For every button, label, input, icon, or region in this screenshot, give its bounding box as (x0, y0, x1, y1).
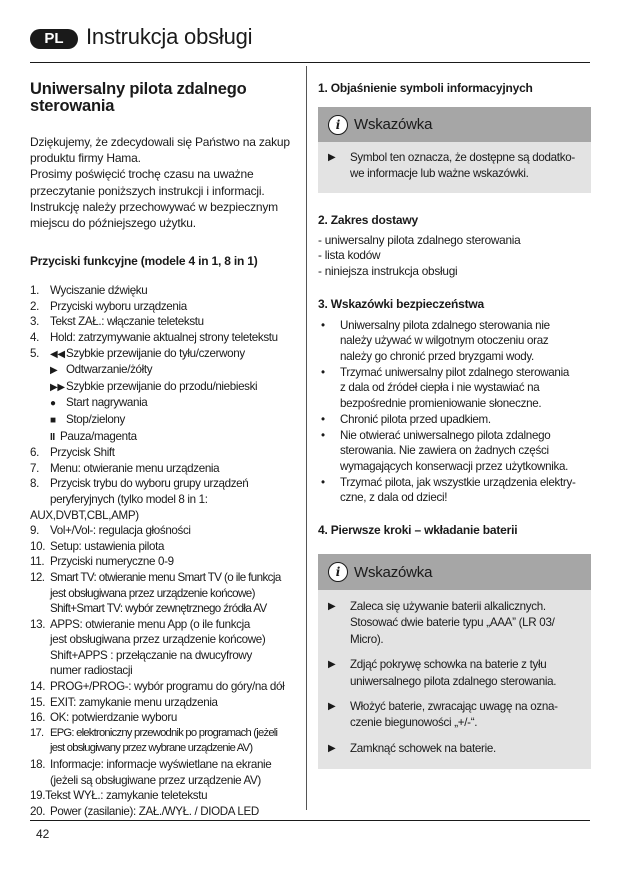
list-item: 12. Smart TV: otwieranie menu Smart TV (o ile funkcja jest obsługiwana przez urządzenie końcowe) Shift+Smart TV: wybór zewnętrznego źródła AV (30, 570, 281, 616)
list-item: 3. Tekst ZAŁ.: włączanie teletekstu (30, 315, 204, 329)
list-item: • Trzymać uniwersalny pilot zdalnego sterowania z dala od źródeł ciepła i nie wystawiać na bezpośrednie promieniowanie słoneczne. (321, 365, 570, 411)
stop-icon: ■ (50, 414, 56, 426)
list-item: 16. OK: potwierdzanie wyboru (30, 711, 177, 725)
section-heading-delivery: 2. Zakres dostawy (318, 212, 418, 227)
list-item: 9. Vol+/Vol-: regulacja głośności (30, 524, 191, 538)
list-item: 17. EPG: elektroniczny przewodnik po programach (jeżeli jest obsługiwany przez wybrane urządzenie AV) (30, 726, 278, 755)
list-item: 13. APPS: otwieranie menu App (o ile funkcja jest obsługiwana przez urządzenie końcowe) Shift+APPS : przełączanie na dwucyfrowy numer radiostacji (30, 617, 266, 678)
header-title: Instrukcja obsługi (86, 24, 253, 49)
safety-list (318, 318, 591, 506)
list-item: 7. Menu: otwieranie menu urządzenia (30, 461, 220, 475)
list-item: 1. Wyciszanie dźwięku (30, 284, 148, 298)
list-item: • Chronić pilota przed upadkiem. (321, 412, 491, 426)
section-heading-batteries: 4. Pierwsze kroki – wkładanie baterii (318, 523, 518, 538)
list-item: • Uniwersalny pilota zdalnego sterowania nie należy używać w wilgotnym otoczeniu oraz należy go chronić przed bryzgami wody. (321, 318, 550, 363)
language-badge: PL (30, 29, 78, 49)
note-title: Wskazówka (354, 563, 433, 581)
note-item: ▶ Symbol ten oznacza, że dostępne są dodatko- we informacje lub ważne wskazówki. (328, 151, 575, 181)
function-buttons-list (30, 283, 302, 819)
record-icon: ● (50, 398, 56, 410)
note-item: ▶ Zaleca się używanie baterii alkalicznych. Stosować dwie baterie typu „AAA” (LR 03/ Micro). (328, 600, 555, 646)
list-item: 2. Przyciski wyboru urządzenia (30, 299, 187, 313)
note-header (318, 107, 591, 142)
triangle-right-icon: ▶ (328, 742, 336, 754)
list-item: 6. Przycisk Shift (30, 446, 115, 460)
delivery-list: - uniwersalny pilota zdalnego sterowania - lista kodów - niniejsza instrukcja obsługi (318, 232, 521, 278)
pause-icon: II (50, 431, 55, 443)
header-divider (30, 62, 590, 63)
rewind-icon: ◀◀ (50, 348, 65, 360)
document-title: Uniwersalny pilota zdalnego sterowania (30, 80, 247, 115)
note-item: ▶ Włożyć baterie, zwracając uwagę na ozna- czenie biegunowości „+/-“. (328, 700, 558, 730)
list-item: 20. Power (zasilanie): ZAŁ./WYŁ. / DIODA LED (30, 804, 259, 818)
column-divider (306, 66, 307, 810)
list-item: 8. Przycisk trybu do wyboru grupy urządzeń peryferyjnych (tylko model 8 in 1: AUX,DVBT,CBL,AMP) (30, 477, 249, 522)
intro-paragraph: Dziękujemy, że zdecydowali się Państwo na zakup produktu firmy Hama. Prosimy poświęcić trochę czasu na uważne przeczytanie poniższych instrukcji i informacji. Instrukcję należy przechowywać w bezpiecznym miejscu do późniejszego użytku. (30, 135, 290, 231)
list-item: 4. Hold: zatrzymywanie aktualnej strony teletekstu (30, 331, 278, 344)
note-header (318, 554, 591, 590)
list-item: 5. ◀◀Szybkie przewijanie do tyłu/czerwony ▶ Odtwarzanie/żółty ▶▶Szybkie przewijanie do przodu/niebieski ● Start nagrywania ■ Stop/zielony II Pauza/magenta (30, 346, 302, 446)
triangle-right-icon: ▶ (328, 701, 336, 713)
info-icon: i (328, 115, 348, 135)
note-item: ▶ Zamknąć schowek na baterie. (328, 741, 581, 757)
left-column (30, 76, 302, 819)
note-body (318, 142, 591, 193)
function-buttons-heading: Przyciski funkcyjne (modele 4 in 1, 8 in 1) (30, 254, 258, 269)
list-item: 10. Setup: ustawienia pilota (30, 539, 165, 553)
right-column (318, 80, 591, 769)
list-item: 11. Przyciski numeryczne 0-9 (30, 555, 174, 569)
list-item: • Nie otwierać uniwersalnego pilota zdalnego sterowania. Nie zawiera on żadnych części wymagających konserwacji przez użytkownika. (321, 428, 569, 473)
section-heading-safety: 3. Wskazówki bezpieczeństwa (318, 296, 484, 311)
note-body (318, 590, 591, 769)
note-title: Wskazówka (354, 116, 433, 133)
list-item: 15. EXIT: zamykanie menu urządzenia (30, 695, 218, 709)
note-item: ▶ Zdjąć pokrywę schowka na baterie z tyłu uniwersalnego pilota zdalnego sterowania. (328, 658, 557, 688)
play-icon: ▶ (50, 365, 58, 377)
page-number: 42 (36, 827, 50, 841)
list-item: • Trzymać pilota, jak wszystkie urządzenia elektry- czne, z dala od dzieci! (321, 475, 576, 505)
list-item: 18. Informacje: informacje wyświetlane na ekranie (jeżeli są obsługiwane przez urządzenie AV) (30, 758, 272, 787)
fast-forward-icon: ▶▶ (50, 381, 65, 393)
info-icon: i (328, 562, 348, 582)
section-heading-symbols: 1. Objaśnienie symboli informacyjnych (318, 81, 533, 95)
triangle-right-icon: ▶ (328, 601, 336, 613)
list-item: 14. PROG+/PROG-: wybór programu do góry/na dół (30, 680, 285, 694)
footer-divider (30, 820, 590, 821)
triangle-right-icon: ▶ (328, 152, 336, 163)
triangle-right-icon: ▶ (328, 659, 336, 671)
list-item: 19.Tekst WYŁ.: zamykanie teletekstu (30, 789, 208, 803)
